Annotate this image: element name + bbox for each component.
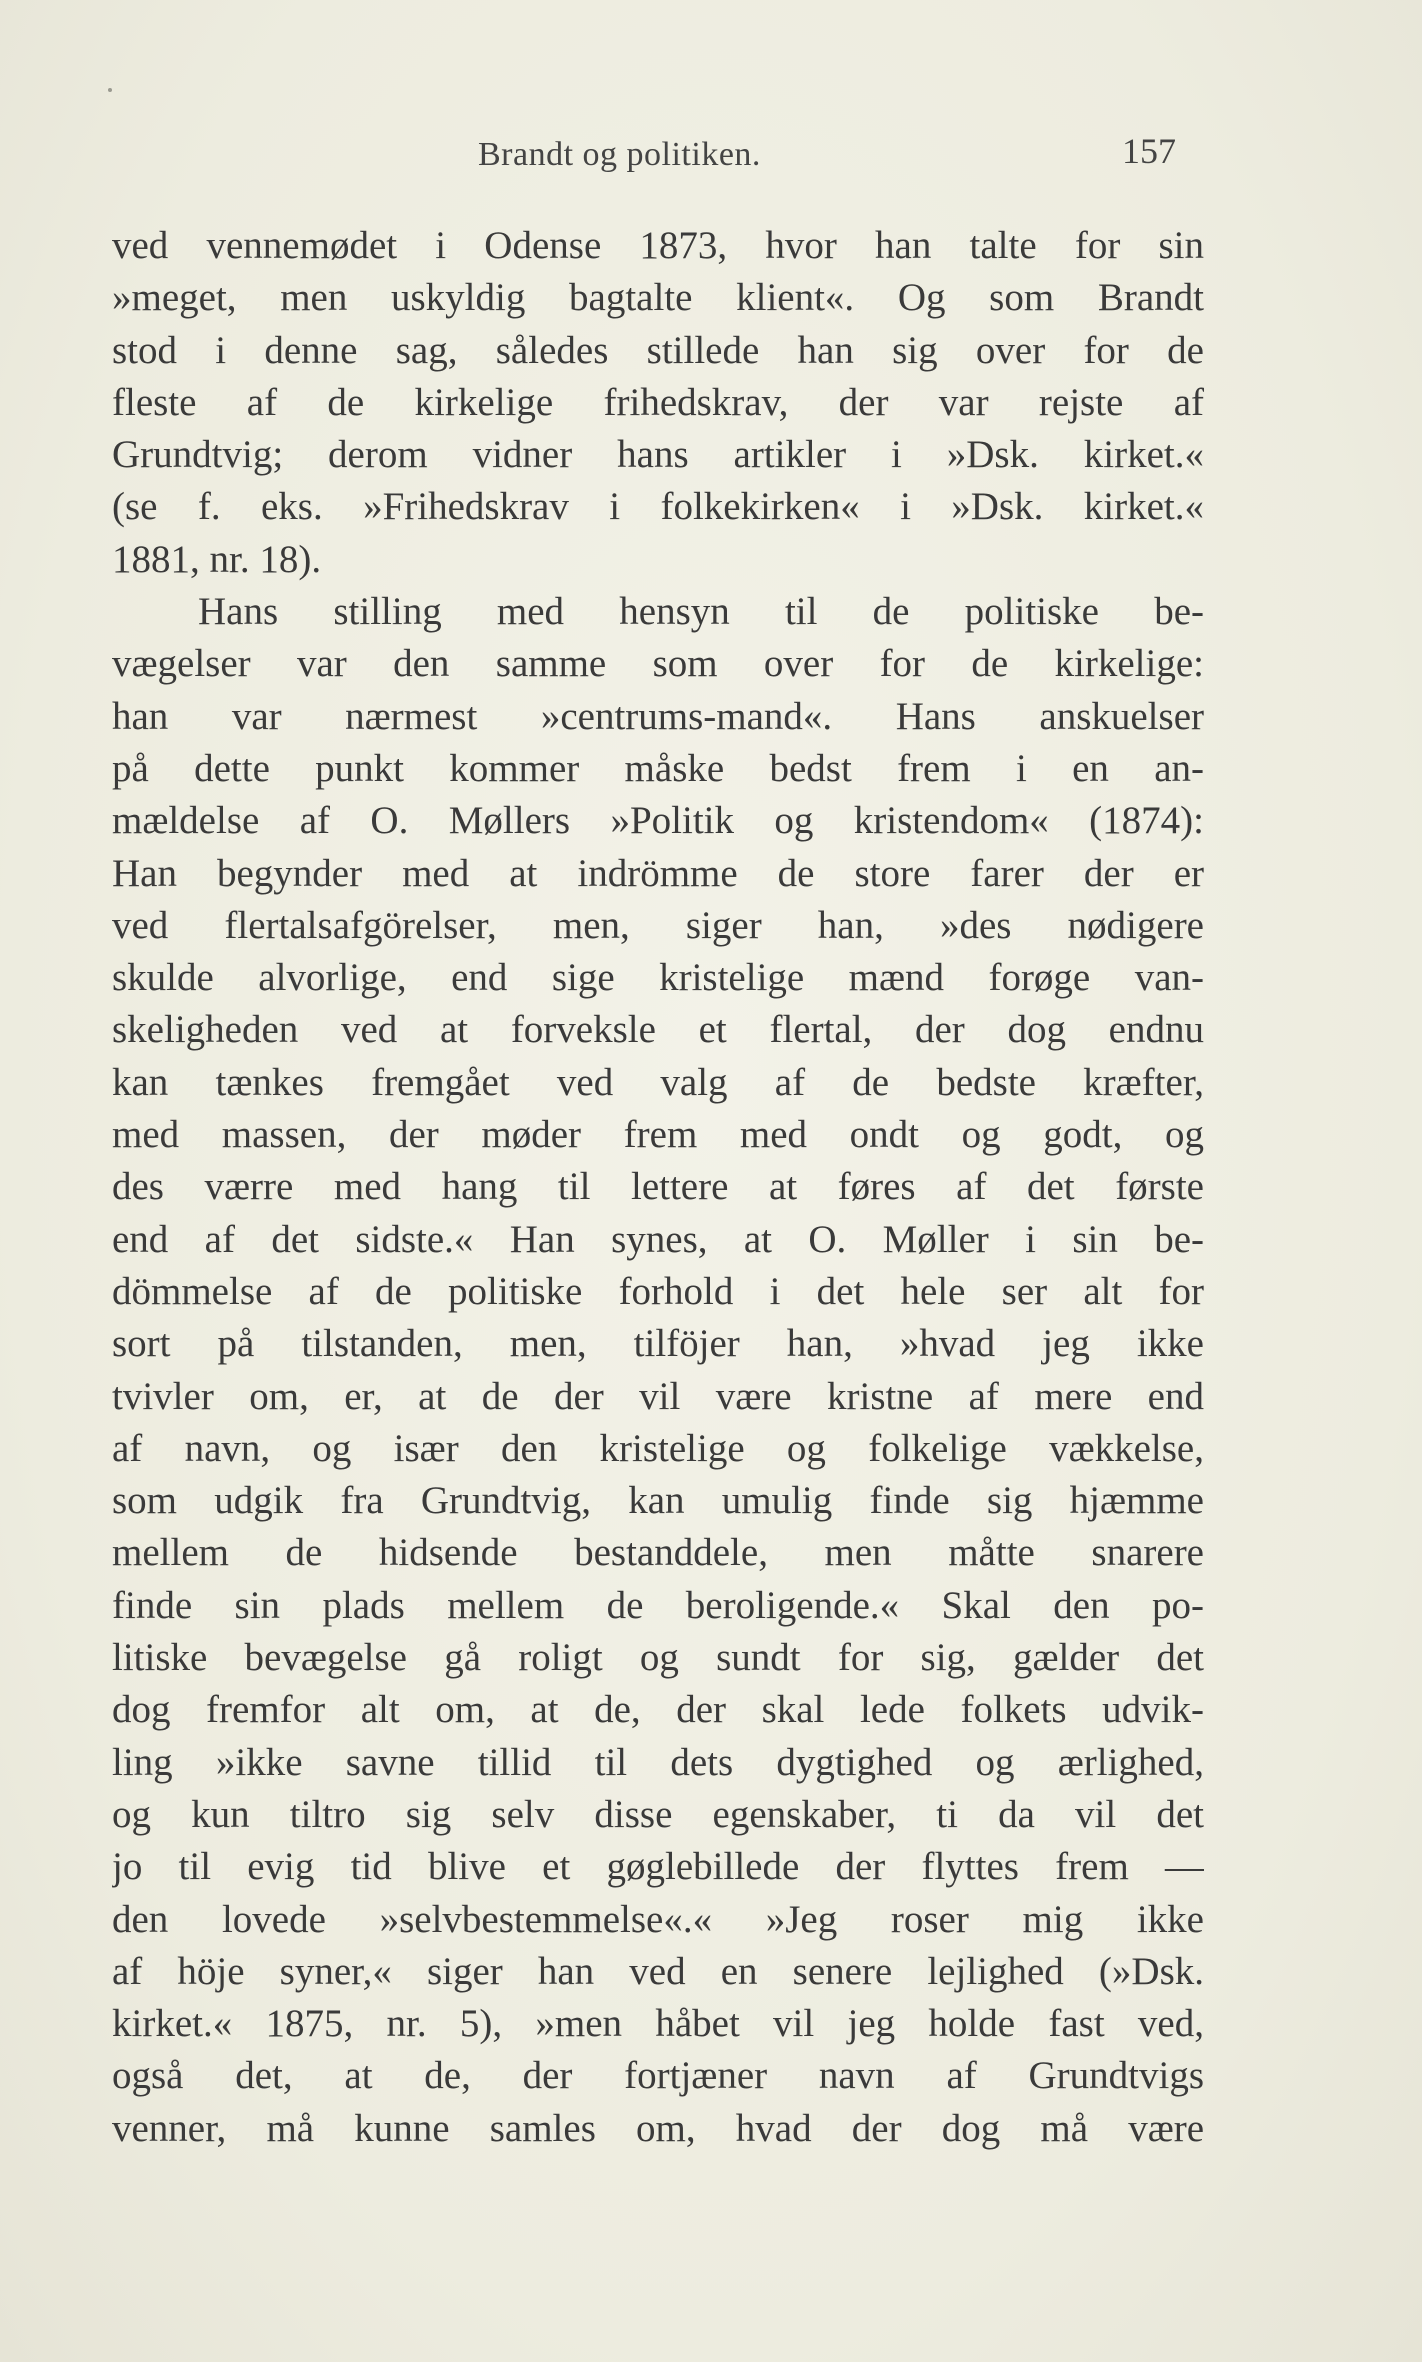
text-line: venner, må kunne samles om, hvad der dog må være [112,2106,1204,2150]
text-line: af höje syner,« siger han ved en senere lejlighed (»Dsk. [112,1949,1204,1993]
text-line: af navn, og især den kristelige og folkelige vækkelse, [112,1426,1204,1470]
text-line: end af det sidste.« Han synes, at O. Møller i sin be- [112,1217,1204,1261]
text-line: som udgik fra Grundtvig, kan umulig finde sig hjæmme [112,1479,1204,1523]
text-line: også det, at de, der fortjæner navn af Grundtvigs [112,2054,1204,2098]
text-line: 1881, nr. 18). [112,537,322,581]
text-line: stod i denne sag, således stillede han sig over for de [112,328,1204,372]
text-line: skulde alvorlige, end sige kristelige mænd forøge van- [112,956,1204,1000]
text-line: kirket.« 1875, nr. 5), »men håbet vil jeg holde fast ved, [112,2002,1204,2046]
text-line: den lovede »selvbestemmelse«.« »Jeg roser mig ikke [112,1897,1204,1941]
text-line: vægelser var den samme som over for de kirkelige: [112,642,1204,686]
text-line: tvivler om, er, at de der vil være kristne af mere end [112,1374,1204,1418]
page-number: 157 [1122,131,1176,171]
text-line: »meget, men uskyldig bagtalte klient«. Og som Brandt [112,276,1204,320]
text-line: dömmelse af de politiske forhold i det hele ser alt for [112,1269,1204,1313]
body-text [112,220,1204,2155]
text-line: skeligheden ved at forveksle et flertal, der dog endnu [112,1008,1204,1052]
text-line: finde sin plads mellem de beroligende.« Skal den po- [112,1583,1204,1627]
text-line: litiske bevægelse gå roligt og sundt for sig, gælder det [112,1636,1204,1680]
text-line: Han begynder med at indrömme de store farer der er [112,851,1204,895]
text-line: ved flertalsafgörelser, men, siger han, »des nødigere [112,903,1204,947]
text-line: dog fremfor alt om, at de, der skal lede folkets udvik- [112,1688,1204,1732]
text-line: mældelse af O. Møllers »Politik og kristendom« (1874): [112,799,1204,843]
text-line: fleste af de kirkelige frihedskrav, der var rejste af [112,380,1204,424]
text-line: mellem de hidsende bestanddele, men måtte snarere [112,1531,1204,1575]
text-line: med massen, der møder frem med ondt og godt, og [112,1113,1204,1157]
paper-speck [108,88,112,92]
paragraph-start-line: Hans stilling med hensyn til de politiske be- [198,590,1204,634]
text-line: (se f. eks. »Frihedskrav i folkekirken« i »Dsk. kirket.« [112,485,1204,529]
text-line: på dette punkt kommer måske bedst frem i en an- [112,746,1204,790]
text-line: sort på tilstanden, men, tilföjer han, »hvad jeg ikke [112,1322,1204,1366]
text-line: ling »ikke savne tillid til dets dygtighed og ærlighed, [112,1740,1204,1784]
text-line: des værre med hang til lettere at føres af det første [112,1165,1204,1209]
text-line: han var nærmest »centrums-mand«. Hans anskuelser [112,694,1204,738]
running-header: Brandt og politiken. [478,136,761,173]
text-line: ved vennemødet i Odense 1873, hvor han talte for sin [112,224,1204,267]
text-line: jo til evig tid blive et gøglebillede der flyttes frem — [112,1845,1204,1889]
text-line: Grundtvig; derom vidner hans artikler i »Dsk. kirket.« [112,433,1204,477]
text-line: og kun tiltro sig selv disse egenskaber, ti da vil det [112,1792,1204,1836]
text-line: kan tænkes fremgået ved valg af de bedste kræfter, [112,1060,1204,1104]
